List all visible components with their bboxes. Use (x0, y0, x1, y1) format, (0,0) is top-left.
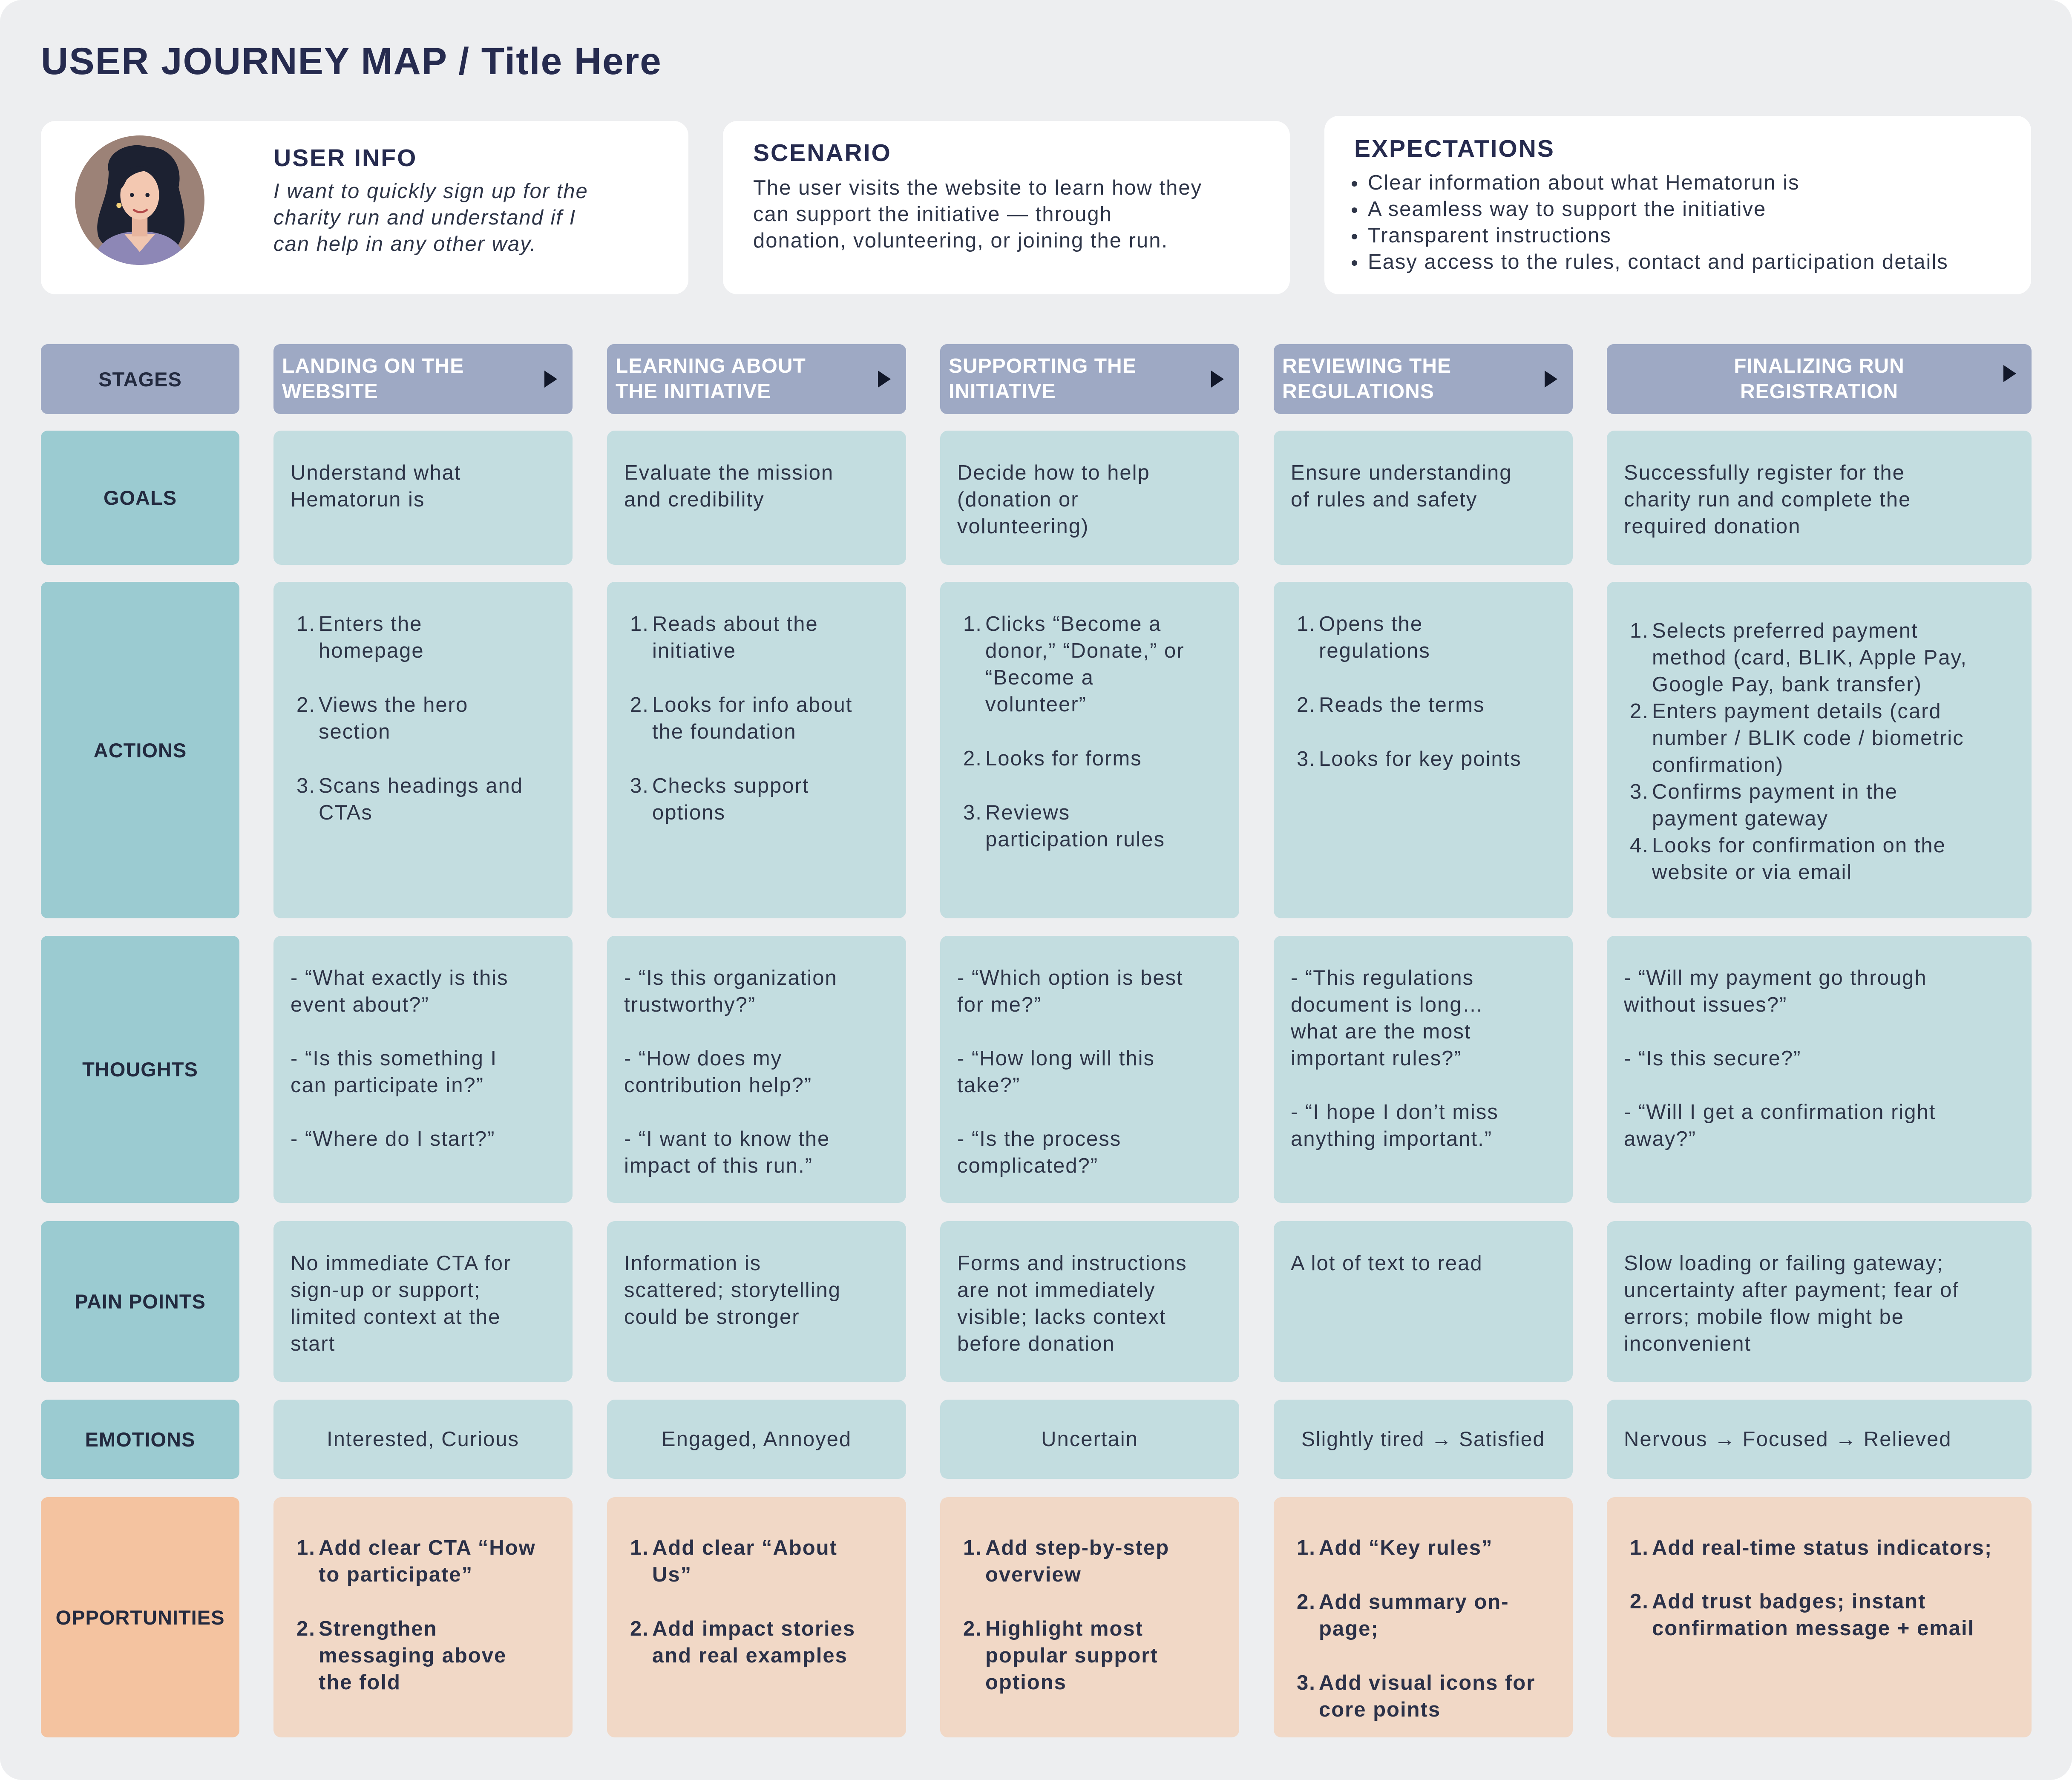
action-item: 2. Enters payment details (card number / BLIK code / biometric confirmation) (1630, 700, 1964, 776)
actions-cell (273, 582, 573, 918)
action-item: 2. Views the hero section (296, 693, 469, 743)
action-text: Clicks “Become a donor,” “Donate,” or “Become a volunteer” (985, 613, 1185, 716)
pain-point-cell (1274, 1221, 1573, 1382)
row-label-stages: STAGES (41, 344, 239, 414)
action-text: Checks support options (652, 774, 809, 824)
action-text: Looks for key points (1319, 748, 1522, 771)
opportunity-text: Add clear CTA “How to participate” (319, 1536, 536, 1586)
actions-cell (1607, 582, 2032, 918)
expectations-title: EXPECTATIONS (1354, 135, 1555, 162)
goal-text: Successfully register for the charity run and complete the required donation (1624, 461, 1911, 538)
opportunity-text: Add visual icons for core points (1319, 1671, 1536, 1721)
action-text: Looks for confirmation on the website or via email (1652, 834, 1946, 884)
opportunity-item: 2. Highlight most popular support options (963, 1617, 1158, 1694)
goal-cell (273, 431, 573, 565)
opportunity-item: 2. Add summary on- page; (1297, 1590, 1509, 1640)
pain-point-text: Slow loading or failing gateway; uncertainty after payment; fear of errors; mobile flow might be inconvenient (1624, 1252, 1960, 1355)
action-item: 2. Looks for forms (963, 747, 1142, 770)
thoughts-cell (940, 936, 1239, 1203)
action-text: Enters the homepage (319, 613, 424, 662)
opportunity-list (1624, 1535, 2014, 1642)
actions-list (624, 611, 889, 826)
thought-text: - “Is the process complicated?” (957, 1127, 1122, 1177)
action-text: Reviews participation rules (985, 801, 1166, 851)
action-item: 1. Clicks “Become a donor,” “Donate,” or “Become a volunteer” (963, 613, 1185, 716)
opportunity-text: Add clear “About Us” (652, 1536, 837, 1586)
opportunity-text: Add “Key rules” (1319, 1536, 1493, 1559)
opportunity-text: Add summary on- page; (1319, 1590, 1509, 1640)
emotion-cell (273, 1400, 573, 1479)
opportunity-text: Add impact stories and real examples (652, 1617, 856, 1667)
row-label-pain-points: PAIN POINTS (41, 1221, 239, 1382)
stage-label: LEARNING ABOUT THE INITIATIVE (616, 355, 806, 403)
expectations-list (1348, 170, 1948, 275)
opportunity-list (957, 1535, 1222, 1696)
goal-text: Ensure understanding of rules and safety (1291, 461, 1512, 511)
stage-reviewing (1274, 344, 1573, 414)
thoughts-cell (1274, 936, 1573, 1203)
opportunity-item: 1. Add clear “About Us” (630, 1536, 837, 1586)
goal-cell (940, 431, 1239, 565)
opportunity-cell (273, 1497, 573, 1737)
actions-cell (1274, 582, 1573, 918)
action-item: 2. Reads the terms (1297, 693, 1485, 716)
play-triangle-icon (544, 371, 557, 388)
thought-text: - “Is this secure?” (1624, 1047, 1801, 1070)
action-item: 2. Looks for info about the foundation (630, 693, 853, 743)
action-item: 1. Enters the homepage (296, 613, 424, 662)
user-avatar (75, 135, 204, 265)
stage-supporting (940, 344, 1239, 414)
action-text: Looks for forms (985, 747, 1142, 770)
opportunity-item: 3. Add visual icons for core points (1297, 1671, 1536, 1721)
opportunity-list (1291, 1535, 1556, 1723)
action-item: 3. Checks support options (630, 774, 809, 824)
goal-cell (607, 431, 906, 565)
stage-finalizing (1607, 344, 2032, 414)
pain-point-cell (607, 1221, 906, 1382)
thought-text: - “This regulations document is long… what are the most important rules?” (1291, 966, 1484, 1070)
action-text: Enters payment details (card number / BLIK code / biometric confirmation) (1652, 700, 1964, 776)
action-text: Looks for info about the foundation (652, 693, 853, 743)
row-label-emotions: EMOTIONS (41, 1400, 239, 1479)
opportunity-text: Add trust badges; instant confirmation message + email (1652, 1590, 1975, 1640)
actions-list (291, 611, 555, 826)
opportunity-text: Highlight most popular support options (985, 1617, 1158, 1694)
opportunity-list (291, 1535, 555, 1696)
action-item: 3. Reviews participation rules (963, 801, 1166, 851)
goal-text: Evaluate the mission and credibility (624, 461, 834, 511)
opportunity-text: Strengthen messaging above the fold (319, 1617, 507, 1694)
stage-label: LANDING ON THE WEBSITE (282, 355, 464, 403)
page-title: USER JOURNEY MAP / Title Here (41, 40, 662, 82)
expectation-item: Clear information about what Hematorun is (1348, 170, 1948, 196)
emotion-text: Nervous → Focused → Relieved (1624, 1427, 1952, 1451)
stage-label: SUPPORTING THE INITIATIVE (949, 355, 1137, 403)
thought-text: - “Will my payment go through without issues?” (1624, 966, 1927, 1016)
actions-cell (607, 582, 906, 918)
thought-text: - “Is this organization trustworthy?” (624, 966, 837, 1016)
opportunity-cell (607, 1497, 906, 1737)
actions-list (1624, 618, 2014, 886)
action-item: 3. Confirms payment in the payment gateway (1630, 780, 1898, 830)
opportunity-item: 1. Add “Key rules” (1297, 1536, 1493, 1559)
action-text: Confirms payment in the payment gateway (1652, 780, 1898, 830)
stage-label: REVIEWING THE REGULATIONS (1282, 355, 1452, 403)
actions-cell (940, 582, 1239, 918)
goal-cell (1607, 431, 2032, 565)
stage-learning (607, 344, 906, 414)
opportunity-list (624, 1535, 889, 1669)
action-text: Opens the regulations (1319, 613, 1430, 662)
pain-point-cell (273, 1221, 573, 1382)
thoughts-cell (1607, 936, 2032, 1203)
row-label-goals: GOALS (41, 431, 239, 565)
user-info-text: I want to quickly sign up for the charity run and understand if I can help in any other way. (273, 180, 588, 256)
thought-text: - “I want to know the impact of this run.” (624, 1127, 830, 1177)
actions-list (957, 611, 1222, 853)
expectation-item: A seamless way to support the initiative (1348, 196, 1948, 222)
thought-text: - “Which option is best for me?” (957, 966, 1183, 1016)
opportunity-item: 1. Add real-time status indicators; (1630, 1536, 1993, 1559)
pain-point-text: No immediate CTA for sign-up or support; limited context at the start (291, 1252, 512, 1355)
opportunity-item: 2. Strengthen messaging above the fold (296, 1617, 507, 1694)
thoughts-cell (607, 936, 906, 1203)
thought-text: - “How does my contribution help?” (624, 1047, 812, 1097)
actions-list (1291, 611, 1556, 773)
pain-point-text: Information is scattered; storytelling could be stronger (624, 1252, 841, 1329)
stage-landing (273, 344, 573, 414)
opportunity-cell (1274, 1497, 1573, 1737)
opportunity-cell (940, 1497, 1239, 1737)
goal-text: Decide how to help (donation or volunteering) (957, 461, 1150, 538)
action-text: Views the hero section (319, 693, 469, 743)
play-triangle-icon (2003, 365, 2016, 382)
action-item: 3. Scans headings and CTAs (296, 774, 524, 824)
opportunity-item: 2. Add trust badges; instant confirmation message + email (1630, 1590, 1975, 1640)
expectation-item: Transparent instructions (1348, 222, 1948, 249)
opportunity-text: Add step-by-step overview (985, 1536, 1170, 1586)
action-item: 3. Looks for key points (1297, 748, 1522, 771)
emotion-text: Slightly tired → Satisfied (1301, 1428, 1545, 1451)
emotion-text: Engaged, Annoyed (661, 1427, 852, 1451)
stage-label: FINALIZING RUN REGISTRATION (1734, 355, 1905, 403)
opportunity-item: 1. Add clear CTA “How to participate” (296, 1536, 536, 1586)
thought-text: - “What exactly is this event about?” (291, 966, 509, 1016)
action-text: Reads the terms (1319, 693, 1485, 716)
opportunity-item: 2. Add impact stories and real examples (630, 1617, 856, 1667)
action-text: Selects preferred payment method (card, BLIK, Apple Pay, Google Pay, bank transfer) (1652, 619, 1968, 696)
action-text: Reads about the initiative (652, 613, 818, 662)
thought-text: - “Where do I start?” (291, 1127, 495, 1150)
opportunity-cell (1607, 1497, 2032, 1737)
pain-point-text: A lot of text to read (1291, 1252, 1483, 1275)
goal-text: Understand what Hematorun is (291, 461, 461, 511)
avatar-illustration (75, 135, 204, 265)
play-triangle-icon (1211, 371, 1224, 388)
row-label-actions: ACTIONS (41, 582, 239, 918)
action-item: 1. Reads about the initiative (630, 613, 818, 662)
pain-point-cell (1607, 1221, 2032, 1382)
action-text: Scans headings and CTAs (319, 774, 524, 824)
opportunity-item: 1. Add step-by-step overview (963, 1536, 1170, 1586)
emotion-text: Uncertain (1041, 1427, 1138, 1451)
emotion-text: Interested, Curious (327, 1427, 519, 1451)
thought-text: - “How long will this take?” (957, 1047, 1155, 1097)
action-item: 1. Selects preferred payment method (card, BLIK, Apple Pay, Google Pay, bank transfer) (1630, 619, 1968, 696)
scenario-title: SCENARIO (753, 139, 892, 167)
expectation-item: Easy access to the rules, contact and participation details (1348, 249, 1948, 275)
row-label-opportunities: OPPORTUNITIES (41, 1497, 239, 1737)
scenario-text: The user visits the website to learn how they can support the initiative — through donation, volunteering, or joining the run. (753, 176, 1203, 252)
thought-text: - “Will I get a confirmation right away?” (1624, 1101, 1936, 1150)
emotion-cell (1274, 1400, 1573, 1479)
row-label-thoughts: THOUGHTS (41, 936, 239, 1203)
opportunity-text: Add real-time status indicators; (1652, 1536, 1993, 1559)
thought-text: - “I hope I don’t miss anything important.” (1291, 1101, 1499, 1150)
emotion-cell (607, 1400, 906, 1479)
user-info-title: USER INFO (273, 144, 417, 172)
pain-point-cell (940, 1221, 1239, 1382)
action-item: 4. Looks for confirmation on the website or via email (1630, 834, 1946, 884)
emotion-cell (1607, 1400, 2032, 1479)
thought-text: - “Is this something I can participate in?” (291, 1047, 498, 1097)
thoughts-cell (273, 936, 573, 1203)
emotion-cell (940, 1400, 1239, 1479)
action-item: 1. Opens the regulations (1297, 613, 1430, 662)
pain-point-text: Forms and instructions are not immediately visible; lacks context before donation (957, 1252, 1187, 1355)
play-triangle-icon (878, 371, 891, 388)
goal-cell (1274, 431, 1573, 565)
play-triangle-icon (1545, 371, 1557, 388)
